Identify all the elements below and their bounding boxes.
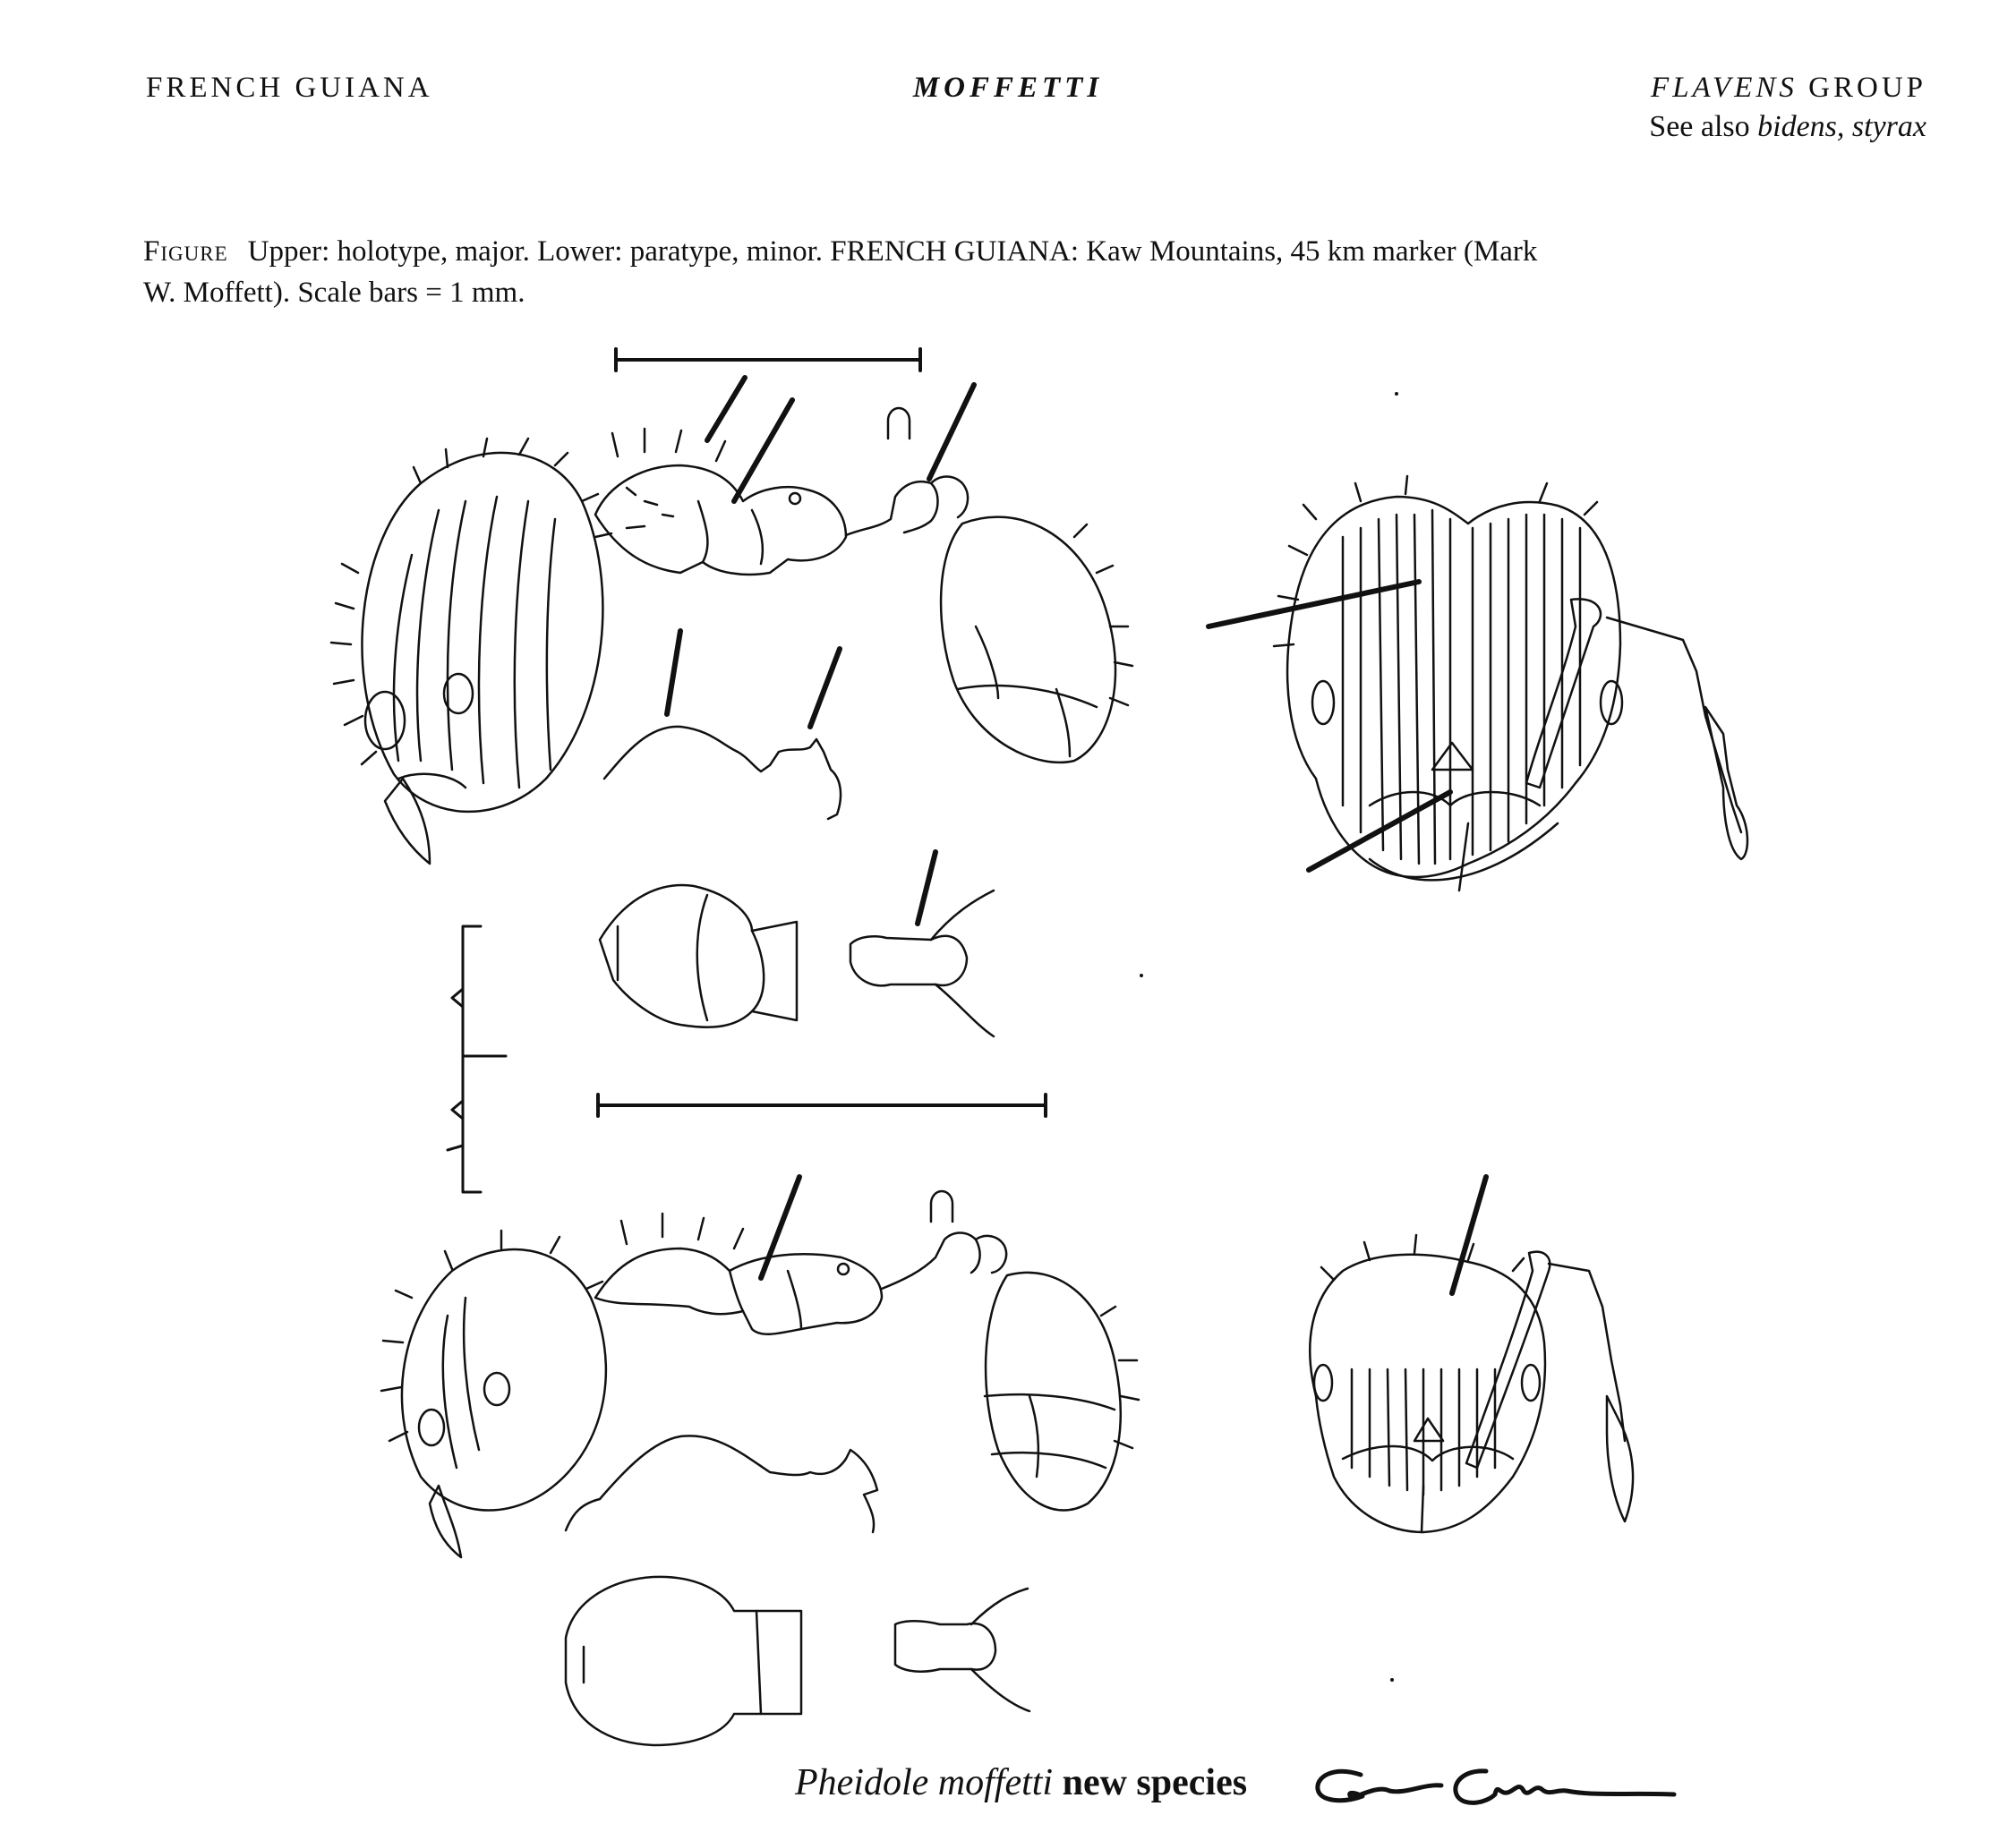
major-gaster-lateral	[941, 517, 1132, 763]
major-pin-lines	[667, 378, 1486, 1293]
minor-side-scale	[448, 926, 506, 1192]
caption-label: Figure	[143, 235, 228, 268]
major-petiole-profile	[604, 727, 841, 819]
species-name-footer	[795, 1761, 1247, 1804]
caption-text: Upper: holotype, major. Lower: paratype, minor. FRENCH GUIANA: Kaw Mountains, 45 km marker (Mark W. Moffett). Scale bars = 1 mm.	[143, 235, 1538, 309]
major-head-frontal	[1274, 476, 1747, 890]
author-signature	[1307, 1759, 1683, 1812]
header-location: FRENCH GUIANA	[146, 72, 433, 104]
minor-scale-bar	[598, 1095, 1046, 1116]
minor-dorsal-mesosoma	[566, 1577, 1029, 1745]
see-also-species: bidens, styrax	[1757, 110, 1926, 143]
major-mesosoma-lateral	[595, 408, 968, 575]
major-scale-bar	[616, 349, 920, 371]
minor-head-lateral	[381, 1231, 606, 1557]
see-also-prefix: See also	[1649, 110, 1750, 143]
major-head-lateral	[331, 439, 611, 864]
species-status: new species	[1062, 1762, 1248, 1803]
minor-petiole-profile	[566, 1436, 877, 1532]
minor-mesosoma-lateral	[595, 1191, 1006, 1334]
minor-head-frontal	[1310, 1235, 1633, 1532]
group-word: GROUP	[1808, 72, 1926, 104]
major-dorsal-mesosoma	[600, 885, 994, 1036]
minor-gaster-lateral	[985, 1273, 1139, 1511]
species-binomial: Pheidole moffetti	[795, 1762, 1054, 1803]
group-name: FLAVENS	[1651, 72, 1798, 104]
header-species: MOFFETTI	[912, 72, 1104, 104]
stray-dots	[1140, 392, 1398, 1682]
